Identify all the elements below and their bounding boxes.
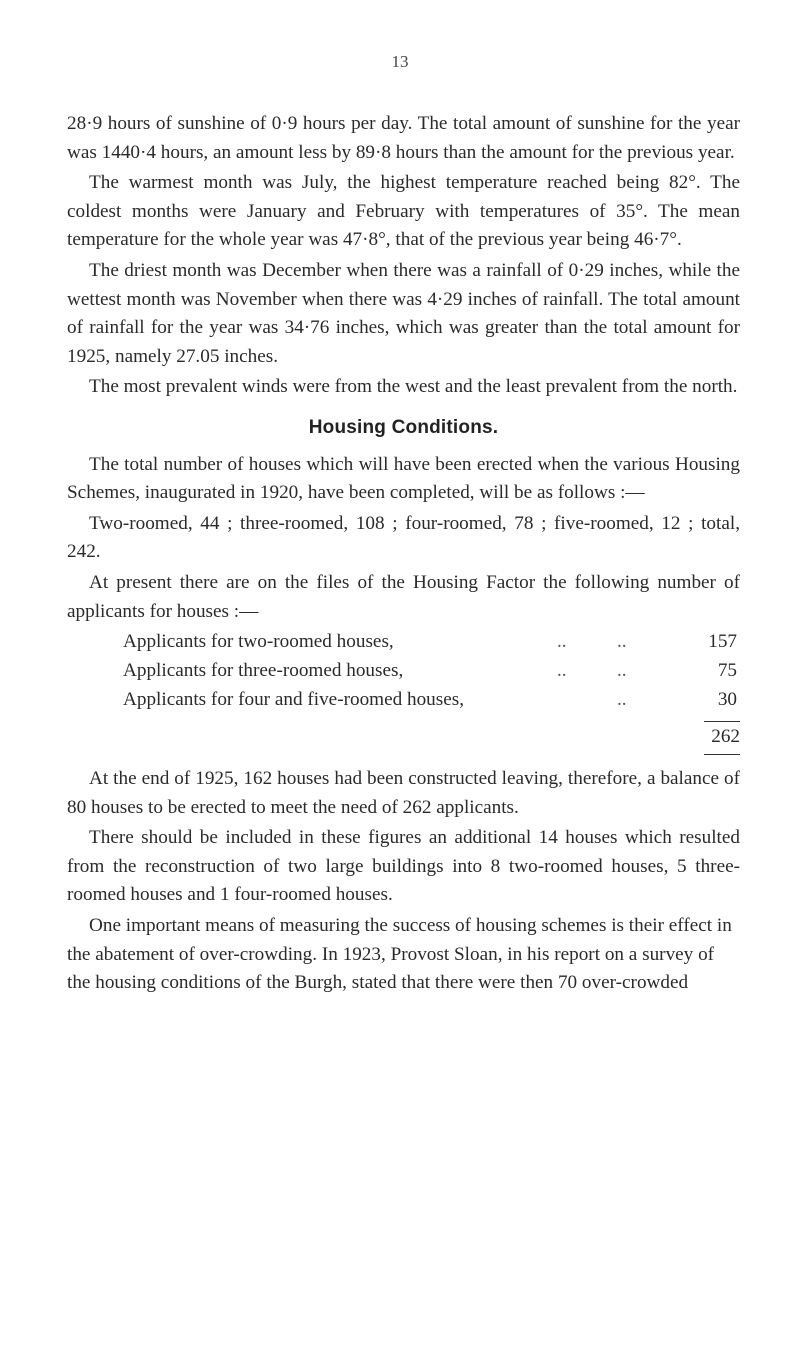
applicant-label: Applicants for four and five-roomed houses, [123,689,465,711]
applicant-count: 30 [717,689,737,711]
leader-dots: .. [617,660,627,682]
paragraph-overcrowding: One important means of measuring the success of housing schemes is their effect in the abatement of over-crowding. In 1923, Provost Sloan, in his report on a survey of the housing conditions of the Burgh, stated that there were then 70 over-crowded [67,915,732,994]
paragraph-balance: At the end of 1925, 162 houses had been constructed leaving, therefore, a balance of 80 houses to be erected to meet the need of 262 applicants. [67,768,740,818]
leader-dots: .. [617,689,627,711]
total-rule-bottom [704,754,740,755]
applicant-count: 75 [717,660,737,682]
paragraph-sunshine: 28·9 hours of sunshine of 0·9 hours per day. The total amount of sunshine for the year was 1440·4 hours, an amount less by 89·8 hours than the amount for the previous year. [67,113,740,163]
section-heading-housing: Housing Conditions. [308,416,499,438]
paragraph-houses-erected: The total number of houses which will have been erected when the various Housing Schemes, inaugurated in 1920, have been completed, will be as follows :— [67,453,740,504]
table-row [123,657,740,686]
paragraph-reconstruction: There should be included in these figures an additional 14 houses which resulted from the reconstruction of two large buildings into 8 two-roomed houses, 5 three-roomed houses and 1 four-roomed houses. [67,827,740,906]
table-row [123,628,740,657]
total-row [67,722,740,752]
applicant-label: Applicants for two-roomed houses, [123,631,394,653]
applicant-label: Applicants for three-roomed houses, [123,660,404,682]
paragraph-applicants-intro: At present there are on the files of the Housing Factor the following number of applicants for houses :— [67,571,740,622]
applicants-total: 262 [711,726,740,748]
body-text [67,110,740,998]
leader-dots: .. [617,631,627,653]
paragraph-house-counts: Two-roomed, 44 ; three-roomed, 108 ; four-roomed, 78 ; five-roomed, 12 ; total, 242. [67,512,740,563]
page-number: 13 [391,52,409,71]
paragraph-rainfall: The driest month was December when there was a rainfall of 0·29 inches, while the wettest month was November when there was 4·29 inches of rainfall. The total amount of rainfall for the year was 34·76 inches, which was greater than the total amount for 1925, namely 27.05 inches. [67,259,740,367]
applicant-count: 157 [708,631,737,653]
leader-dots: .. [557,631,567,653]
paragraph-temperature: The warmest month was July, the highest temperature reached being 82°. The coldest months were January and February with temperatures of 35°. The mean temperature for the whole year was 47·8°, that of the previous year being 46·7°. [67,172,740,251]
leader-dots: .. [557,660,567,682]
paragraph-winds: The most prevalent winds were from the west and the least prevalent from the north. [89,376,738,398]
table-row [123,686,740,715]
applicants-table [67,628,740,715]
